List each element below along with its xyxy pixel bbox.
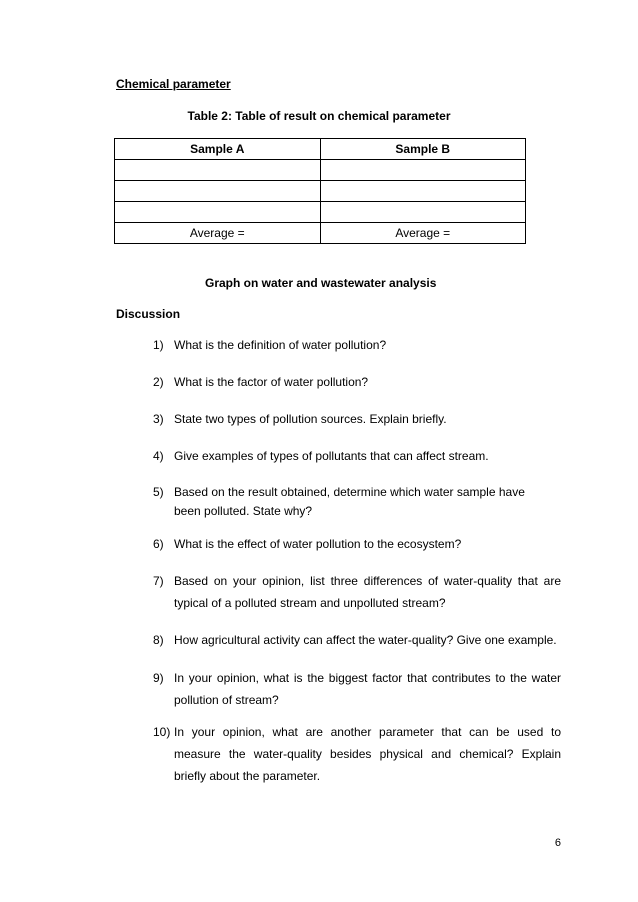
question-number: 1)	[153, 338, 164, 352]
question-text: What is the effect of water pollution to the ecosystem?	[174, 537, 462, 551]
table-cell	[320, 181, 526, 202]
question-number: 5)	[153, 485, 164, 499]
table-cell	[115, 181, 321, 202]
graph-title: Graph on water and wastewater analysis	[205, 276, 437, 290]
header-sample-a: Sample A	[115, 139, 321, 160]
table-average-row	[115, 223, 526, 244]
question-number: 10)	[153, 725, 171, 739]
average-sample-a: Average =	[115, 223, 321, 244]
table-cell	[320, 160, 526, 181]
table-row	[115, 202, 526, 223]
question-number: 3)	[153, 412, 164, 426]
question-number: 2)	[153, 375, 164, 389]
table-header-row	[115, 139, 526, 160]
question-number: 7)	[153, 574, 164, 588]
header-sample-b: Sample B	[320, 139, 526, 160]
question-text: Give examples of types of pollutants that can affect stream.	[174, 449, 489, 463]
question-text: Based on your opinion, list three differences of water-quality that are typical of a polluted stream and unpolluted stream?	[174, 574, 561, 610]
question-text: In your opinion, what is the biggest factor that contributes to the water pollution of stream?	[174, 671, 561, 707]
question-text: What is the definition of water pollution?	[174, 338, 387, 352]
section-heading: Chemical parameter	[116, 77, 231, 91]
question-number: 8)	[153, 633, 164, 647]
question-number: 4)	[153, 449, 164, 463]
table-cell	[115, 202, 321, 223]
question-text: In your opinion, what are another parameter that can be used to measure the water-quality besides physical and chemical? Explain briefly about the parameter.	[174, 725, 561, 783]
average-sample-b: Average =	[320, 223, 526, 244]
question-number: 6)	[153, 537, 164, 551]
results-table	[114, 138, 526, 244]
table-caption: Table 2: Table of result on chemical parameter	[187, 109, 451, 123]
table-row	[115, 181, 526, 202]
table-cell	[115, 160, 321, 181]
table-cell	[320, 202, 526, 223]
question-number: 9)	[153, 671, 164, 685]
question-text: Based on the result obtained, determine which water sample have been polluted. State why?	[174, 485, 525, 518]
question-text: What is the factor of water pollution?	[174, 375, 369, 389]
question-text: State two types of pollution sources. Explain briefly.	[174, 412, 447, 426]
question-text: How agricultural activity can affect the water-quality? Give one example.	[174, 633, 557, 647]
table-row	[115, 160, 526, 181]
discussion-heading: Discussion	[116, 307, 181, 321]
page-number: 6	[554, 837, 561, 849]
